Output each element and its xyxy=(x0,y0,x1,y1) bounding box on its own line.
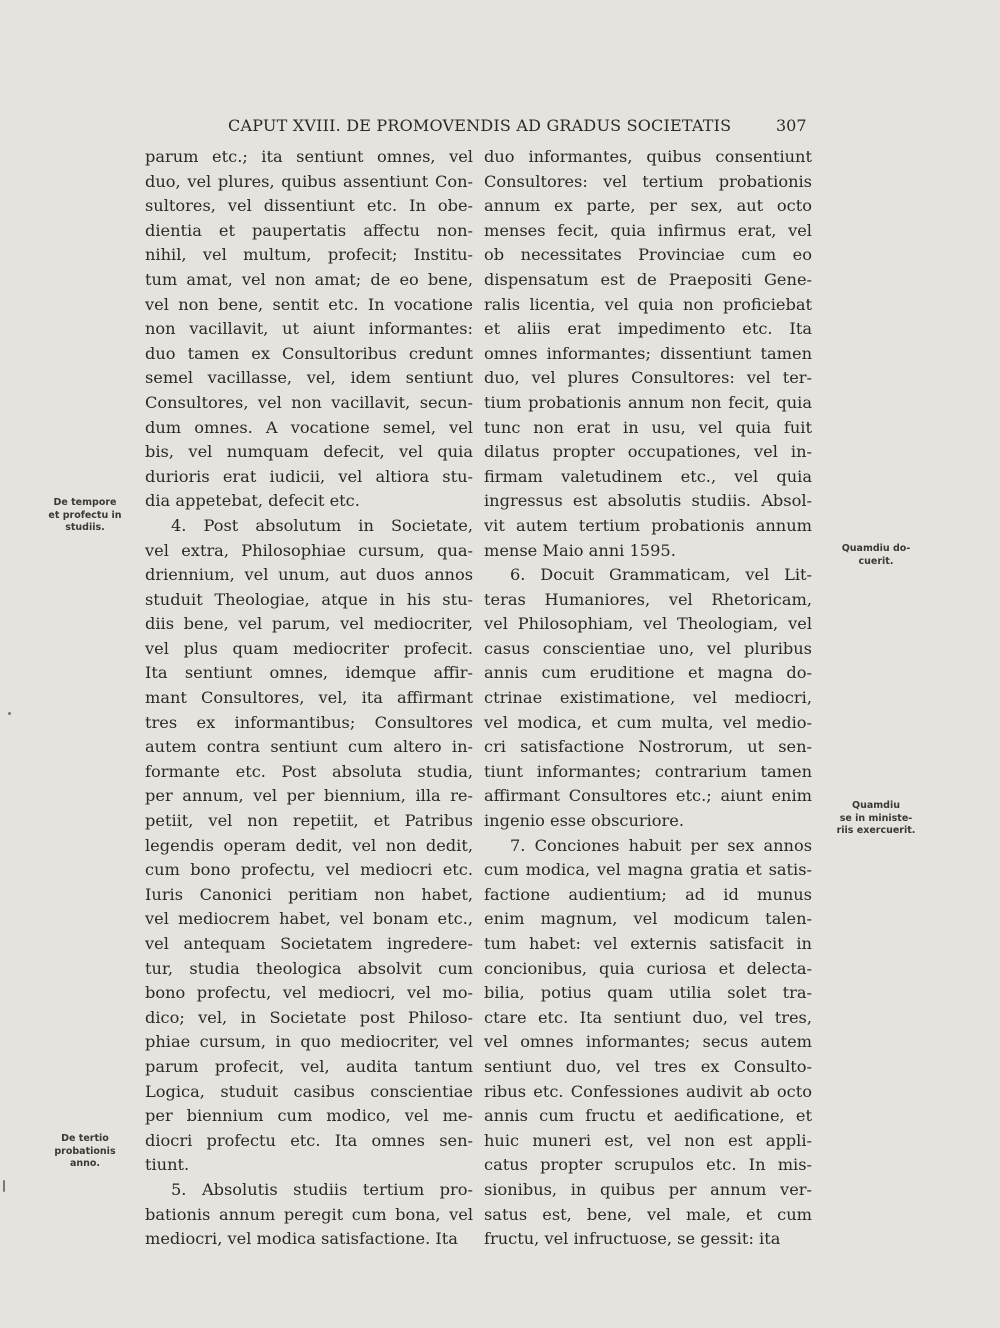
margin-note-line: studiis. xyxy=(65,522,105,533)
right-text-column xyxy=(484,145,812,1252)
text-line: tiunt. xyxy=(145,1155,190,1175)
text-line: per biennium cum modico, vel me- xyxy=(145,1106,473,1126)
margin-note-ministries xyxy=(826,800,926,838)
text-line: tium probationis annum non fecit, quia xyxy=(484,392,812,412)
text-line: menses fecit, quia infirmus erat, vel xyxy=(484,220,812,240)
text-line: ob necessitates Provinciae cum eo xyxy=(484,245,812,265)
text-line: casus conscientiae uno, vel pluribus xyxy=(484,638,812,658)
text-line: sultores, vel dissentiunt etc. In obe- xyxy=(145,196,473,216)
text-line: vel antequam Societatem ingredere- xyxy=(145,934,473,953)
text-line: 4. Post absolutum in Societate, xyxy=(171,515,473,535)
text-line: enim magnum, vel modicum talen- xyxy=(484,909,812,929)
text-line: ingenio esse obscuriore. xyxy=(484,811,684,831)
text-line: ribus etc. Confessiones audivit ab octo xyxy=(484,1081,812,1101)
scan-speck xyxy=(3,1180,5,1192)
text-line: vel omnes informantes; secus autem xyxy=(484,1032,812,1052)
margin-note-line: De tertio xyxy=(61,1133,109,1144)
text-line: Consultores, vel non vacillavit, secun- xyxy=(145,392,473,412)
margin-note-third-probation xyxy=(40,1133,130,1171)
text-line: Ita sentiunt omnes, idemque affir- xyxy=(145,663,473,683)
text-line: concionibus, quia curiosa et delecta- xyxy=(484,958,812,978)
text-line: phiae cursum, in quo mediocriter, vel xyxy=(145,1032,473,1052)
text-line: bono profectu, vel mediocri, vel mo- xyxy=(145,983,473,1003)
text-line: dia appetebat, defecit etc. xyxy=(145,491,360,511)
text-line: legendis operam dedit, vel non dedit, xyxy=(145,835,473,855)
text-line: annis cum fructu et aedificatione, et xyxy=(484,1106,812,1126)
margin-note-line: probationis xyxy=(54,1145,116,1157)
text-line: duo informantes, quibus consentiunt xyxy=(484,147,812,166)
text-line: cri satisfactione Nostrorum, ut sen- xyxy=(484,737,812,757)
text-line: Iuris Canonici peritiam non habet, xyxy=(145,884,473,904)
margin-note-line: et profectu in xyxy=(48,509,122,521)
text-line: formante etc. Post absoluta studia, xyxy=(145,761,473,781)
text-line: bationis annum peregit cum bona, vel xyxy=(145,1204,473,1224)
text-line: satus est, bene, vel male, et cum xyxy=(484,1204,812,1224)
text-line: duo tamen ex Consultoribus credunt xyxy=(145,343,473,363)
margin-note-line: cuerit. xyxy=(858,555,894,567)
text-line: dilatus propter occupationes, vel in- xyxy=(484,442,812,462)
text-line: sionibus, in quibus per annum ver- xyxy=(484,1179,812,1199)
margin-note-line: riis exercuerit. xyxy=(836,825,916,836)
text-line: catus propter scrupulos etc. In mis- xyxy=(484,1155,812,1175)
text-line: et aliis erat impedimento etc. Ita xyxy=(484,319,812,339)
text-line: ctare etc. Ita sentiunt duo, vel tres, xyxy=(484,1007,812,1027)
text-line: dispensatum est de Praepositi Gene- xyxy=(484,269,812,289)
text-line: parum etc.; ita sentiunt omnes, vel xyxy=(145,147,473,166)
text-line: dientia et paupertatis affectu non- xyxy=(145,220,473,240)
text-line: huic muneri est, vel non est appli- xyxy=(484,1130,812,1150)
text-line: driennium, vel unum, aut duos annos xyxy=(145,565,473,585)
text-line: tunc non erat in usu, vel quia fuit xyxy=(484,417,812,437)
text-line: teras Humaniores, vel Rhetoricam, xyxy=(484,589,812,609)
text-line: autem contra sentiunt cum altero in- xyxy=(145,737,473,757)
text-line: studuit Theologiae, atque in his stu- xyxy=(145,589,473,609)
text-line: semel vacillasse, vel, idem sentiunt xyxy=(145,368,473,388)
text-line: durioris erat iudicii, vel altiora stu- xyxy=(145,466,473,486)
text-line: tur, studia theologica absolvit cum xyxy=(145,958,473,978)
scan-speck xyxy=(8,712,11,715)
text-line: bilia, potius quam utilia solet tra- xyxy=(484,983,812,1003)
text-line: annis cum eruditione et magna do- xyxy=(484,663,812,683)
text-line: diis bene, vel parum, vel mediocriter, xyxy=(145,614,473,634)
margin-note-line: De tempore xyxy=(53,497,117,508)
text-line: mant Consultores, vel, ita affirmant xyxy=(145,688,473,708)
text-line: 7. Conciones habuit per sex annos xyxy=(510,835,812,855)
text-line: annum ex parte, per sex, aut octo xyxy=(484,196,812,216)
text-line: petiit, vel non repetiit, et Patribus xyxy=(145,811,473,831)
text-line: diocri profectu etc. Ita omnes sen- xyxy=(145,1130,473,1150)
text-line: bis, vel numquam defecit, vel quia xyxy=(145,442,473,462)
text-line: vel modica, et cum multa, vel medio- xyxy=(484,712,812,732)
text-line: vel non bene, sentit etc. In vocatione xyxy=(145,294,473,314)
text-line: ctrinae existimatione, vel mediocri, xyxy=(484,688,812,708)
text-line: vel mediocrem habet, vel bonam etc., xyxy=(145,909,473,929)
running-title: CAPUT XVIII. DE PROMOVENDIS AD GRADUS SOCIETATIS xyxy=(228,116,732,135)
text-line: fructu, vel infructuose, se gessit: ita xyxy=(484,1229,781,1249)
text-line: vel Philosophiam, vel Theologiam, vel xyxy=(484,614,812,634)
text-line: cum bono profectu, vel mediocri etc. xyxy=(145,860,473,880)
text-line: sentiunt duo, vel tres ex Consulto- xyxy=(484,1056,812,1076)
margin-note-studies xyxy=(40,497,130,535)
text-line: dum omnes. A vocatione semel, vel xyxy=(145,417,473,437)
text-line: 6. Docuit Grammaticam, vel Lit- xyxy=(510,565,812,585)
text-line: omnes informantes; dissentiunt tamen xyxy=(484,343,812,363)
text-line: per annum, vel per biennium, illa re- xyxy=(145,786,473,806)
text-line: mense Maio anni 1595. xyxy=(484,540,676,560)
text-line: tum habet: vel externis satisfacit in xyxy=(484,934,812,953)
text-line: Logica, studuit casibus conscientiae xyxy=(145,1081,473,1101)
margin-note-line: Quamdiu xyxy=(852,800,900,811)
text-line: firmam valetudinem etc., vel quia xyxy=(484,466,812,486)
margin-note-line: anno. xyxy=(69,1158,101,1169)
text-line: duo, vel plures Consultores: vel ter- xyxy=(484,368,812,388)
text-line: 5. Absolutis studiis tertium pro- xyxy=(171,1179,473,1199)
text-line: nihil, vel multum, profecit; Institu- xyxy=(145,245,473,265)
margin-note-line: Quamdiu do- xyxy=(841,543,911,554)
text-line: factione audientium; ad id munus xyxy=(484,884,812,904)
text-line: tiunt informantes; contrarium tamen xyxy=(484,761,812,781)
margin-note-line: se in ministe- xyxy=(839,812,913,824)
text-line: vel plus quam mediocriter profecit. xyxy=(145,638,473,658)
text-line: dico; vel, in Societate post Philoso- xyxy=(145,1007,473,1027)
text-line: non vacillavit, ut aiunt informantes: xyxy=(145,319,473,339)
text-line: tres ex informantibus; Consultores xyxy=(145,712,473,732)
text-line: vel extra, Philosophiae cursum, qua- xyxy=(145,540,473,560)
text-line: tum amat, vel non amat; de eo bene, xyxy=(145,269,473,289)
text-line: duo, vel plures, quibus assentiunt Con- xyxy=(145,171,473,191)
page-number: 307 xyxy=(776,116,807,135)
text-line: vit autem tertium probationis annum xyxy=(484,515,812,535)
left-text-column xyxy=(145,145,473,1252)
margin-note-teaching xyxy=(826,543,926,568)
text-line: affirmant Consultores etc.; aiunt enim xyxy=(484,786,812,806)
text-line: cum modica, vel magna gratia et satis- xyxy=(484,860,812,880)
text-line: ralis licentia, vel quia non proficiebat xyxy=(484,294,812,314)
text-line: mediocri, vel modica satisfactione. Ita xyxy=(145,1229,458,1249)
text-line: parum profecit, vel, audita tantum xyxy=(145,1056,473,1076)
text-line: ingressus est absolutis studiis. Absol- xyxy=(484,491,812,511)
text-line: Consultores: vel tertium probationis xyxy=(484,171,812,191)
